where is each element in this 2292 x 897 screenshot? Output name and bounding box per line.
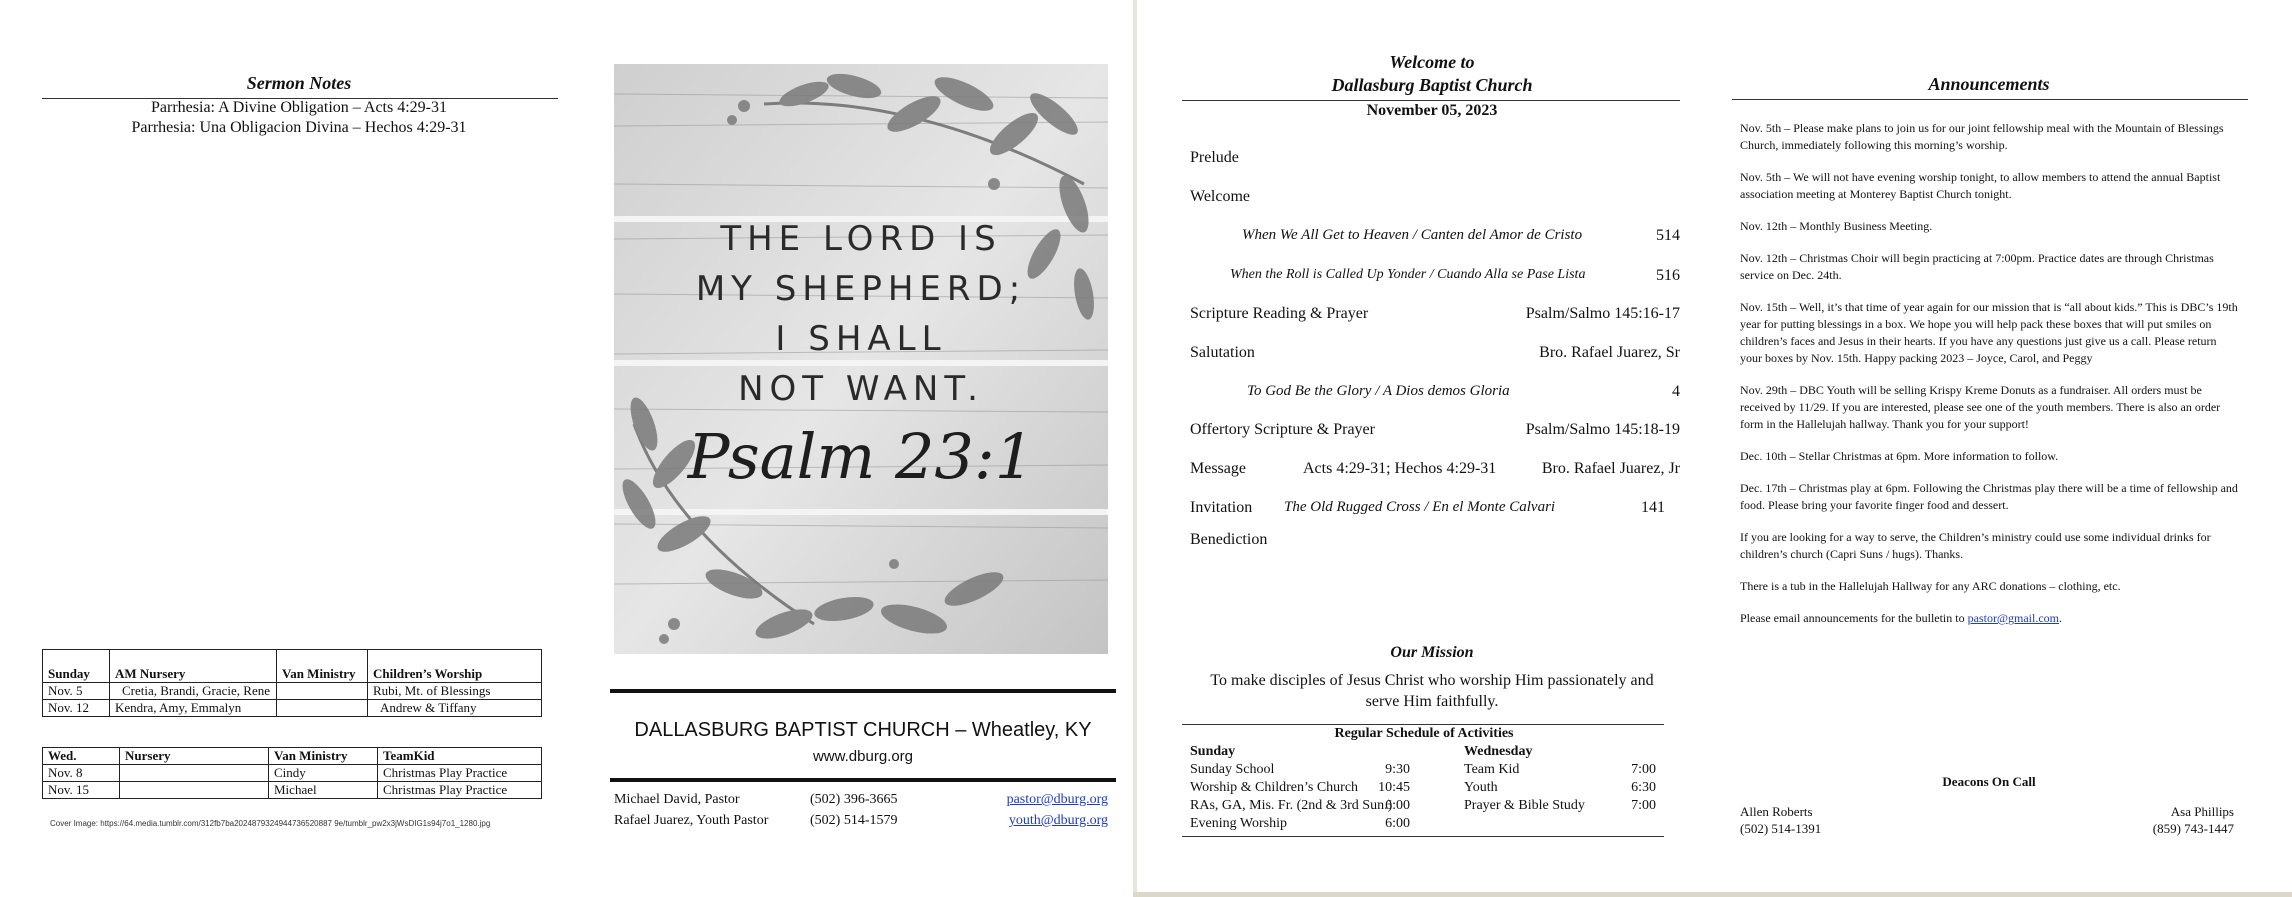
youth-email-link[interactable]: youth@dburg.org: [1008, 813, 1108, 828]
activity-time: 7:00: [1631, 798, 1656, 813]
announcement-item: Nov. 29th – DBC Youth will be selling Krispy Kreme Donuts as a fundraiser. All orders must be received by 11/29. If you are interested, please see one of the youth members. There is also an order form in the Hallelujah hallway. Thank you for your support!: [1740, 383, 2221, 431]
announcement-item: Nov. 5th – Please make plans to join us for our joint fellowship meal with the Mountain of Blessings Church, immediately following this morning’s worship.: [1740, 121, 2224, 152]
sunday-schedule: [1190, 744, 1410, 834]
schedule-rule-bottom: [1182, 836, 1664, 837]
message-speaker: Bro. Rafael Juarez, Jr: [1541, 460, 1680, 477]
staff-name: Rafael Juarez, Youth Pastor: [614, 813, 769, 828]
table-cell: Kendra, Amy, Emmalyn: [110, 700, 277, 717]
message-reference: Acts 4:29-31; Hechos 4:29-31: [1303, 460, 1497, 477]
order-offertory: [1190, 421, 1680, 439]
announcement-item: Dec. 17th – Christmas play at 6pm. Following the Christmas play there will be a time of fellowship and food. Please bring your favorite finger food and dessert.: [1740, 481, 2238, 512]
hymn-number: 141: [1641, 499, 1665, 516]
wednesday-schedule: [1464, 744, 1656, 816]
announcement-item: If you are looking for a way to serve, the Children’s ministry could use some individual drinks for children’s church (Capri Suns / hugs). Thanks.: [1740, 530, 2211, 561]
order-salutation: [1190, 344, 1680, 362]
cover-line: NOT WANT.: [738, 369, 984, 409]
schedule-item: [1190, 780, 1410, 798]
deacon-name: Allen Roberts: [1740, 804, 1813, 819]
activity-name: Evening Worship: [1190, 816, 1287, 831]
table-cell: Cindy: [269, 765, 378, 782]
table-cell: Nov. 12: [43, 700, 110, 717]
hymn-title: When the Roll is Called Up Yonder / Cuando Alla se Pase Lista: [1230, 267, 1586, 282]
schedule-item: [1464, 798, 1656, 816]
schedule-item: [1464, 762, 1656, 780]
announcement-item: Nov. 12th – Monthly Business Meeting.: [1740, 219, 1933, 233]
announcement-item: Please email announcements for the bulletin to pastor@gmail.com.: [1740, 611, 2062, 625]
order-label: Scripture Reading & Prayer: [1190, 305, 1369, 322]
hymn-number: 516: [1656, 267, 1680, 284]
schedule-title: Regular Schedule of Activities: [1334, 726, 1514, 741]
table-row: [43, 650, 542, 683]
table-cell: [120, 782, 269, 799]
schedule-item: [1190, 762, 1410, 780]
table-header: Wed.: [43, 748, 120, 765]
table-cell: Andrew & Tiffany: [368, 700, 542, 717]
order-label: Message: [1190, 460, 1246, 477]
activity-time: 7:00: [1631, 762, 1656, 777]
activity-name: RAs, GA, Mis. Fr. (2nd & 3rd Sun.): [1190, 798, 1393, 813]
hymn-title: To God Be the Glory / A Dios demos Gloria: [1247, 383, 1510, 399]
schedule-day-label: Sunday: [1190, 744, 1236, 759]
activity-name: Youth: [1464, 780, 1498, 795]
deacon-phone: (859) 743-1447: [2152, 821, 2234, 836]
table-cell: Christmas Play Practice: [378, 782, 542, 799]
announcement-item: There is a tub in the Hallelujah Hallway for any ARC donations – clothing, etc.: [1740, 579, 2121, 593]
wednesday-volunteer-table: [42, 747, 542, 799]
cover-psalm-reference: Psalm 23:1: [687, 420, 1035, 493]
schedule-item: [1190, 816, 1410, 834]
announcements-rule: [1732, 99, 2248, 100]
table-header: Children’s Worship: [368, 650, 542, 683]
scripture-reference: Psalm/Salmo 145:16-17: [1525, 305, 1680, 322]
hymn-number: 4: [1672, 383, 1680, 400]
salutation-speaker: Bro. Rafael Juarez, Sr: [1539, 344, 1680, 361]
staff-name: Michael David, Pastor: [614, 792, 740, 807]
email-instruction: Please email announcements for the bulletin to: [1740, 611, 1965, 625]
order-welcome: Welcome: [1190, 188, 1251, 205]
table-cell: Rubi, Mt. of Blessings: [368, 683, 542, 700]
activity-name: Worship & Children’s Church: [1190, 780, 1359, 795]
activity-time: 10:45: [1378, 780, 1410, 795]
mission-statement: To make disciples of Jesus Christ who worship Him passionately and serve Him faithfully.: [1210, 672, 1654, 710]
mission-title: Our Mission: [1390, 644, 1474, 661]
table-row: [43, 765, 542, 782]
divider-bar: [610, 689, 1116, 693]
table-row: [43, 683, 542, 700]
schedule-item: [1464, 780, 1656, 798]
table-header: Nursery: [120, 748, 269, 765]
staff-phone: (502) 396-3665: [810, 792, 898, 807]
cover-line: THE LORD IS: [720, 219, 1002, 259]
welcome-heading-line1: Welcome to: [1389, 52, 1475, 72]
page-fold-shadow: [1133, 0, 1137, 897]
table-row: [43, 748, 542, 765]
order-label: Invitation: [1190, 499, 1253, 516]
deacon-phone: (502) 514-1391: [1740, 821, 1822, 836]
page-bottom-shadow: [1133, 892, 2292, 897]
announcement-item: Nov. 15th – Well, it’s that time of year again for our mission that is “all about kids.” This is DBC’s 19th year for putting blessings in a box. We hope you will help pack these boxes that will put smiles on children’s faces and Jesus in their hearts. If you have any questions just give us a call. Please return your boxes by Nov. 15th. Happy packing 2023 – Joyce, Carol, and Peggy: [1740, 300, 2238, 365]
announcements-list: [1740, 120, 2240, 642]
welcome-rule: [1182, 100, 1680, 101]
activity-name: Sunday School: [1190, 762, 1275, 777]
hymn-number: 514: [1656, 227, 1680, 244]
schedule-item: [1190, 798, 1410, 816]
table-row: [43, 700, 542, 717]
deacon-name: Asa Phillips: [2170, 804, 2234, 819]
deacon-contact: [2153, 803, 2234, 837]
cover-verse-text: [614, 214, 1108, 414]
cover-image-credit: Cover Image: https://64.media.tumblr.com/312fb7ba2024879324944736520887 9e/tumblr_pw2x3jWsDIG1s94j7o1_1280.jpg: [50, 819, 491, 828]
pastor-email-link[interactable]: pastor@dburg.org: [1006, 792, 1108, 807]
sermon-notes-title: Sermon Notes: [246, 73, 352, 93]
activity-name: Prayer & Bible Study: [1464, 798, 1585, 813]
order-invitation: [1190, 499, 1680, 517]
table-header: Van Ministry: [269, 748, 378, 765]
church-website[interactable]: www.dburg.org: [812, 748, 914, 765]
announcement-item: Nov. 12th – Christmas Choir will begin practicing at 7:00pm. Practice dates are through Christmas service on Dec. 24th.: [1740, 251, 2214, 282]
sunday-volunteer-table: [42, 649, 542, 717]
table-header: Van Ministry: [277, 650, 368, 683]
church-name-location: DALLASBURG BAPTIST CHURCH – Wheatley, KY: [634, 719, 1092, 741]
table-cell: Michael: [269, 782, 378, 799]
activity-time: 6:00: [1385, 798, 1410, 813]
table-cell: [120, 765, 269, 782]
table-cell: Christmas Play Practice: [378, 765, 542, 782]
order-prelude: Prelude: [1190, 149, 1239, 166]
deacon-contact: [1740, 803, 1821, 837]
order-label: Offertory Scripture & Prayer: [1190, 421, 1375, 438]
sermon-title-english: Parrhesia: A Divine Obligation – Acts 4:29-31: [151, 99, 447, 116]
schedule-day-label: Wednesday: [1464, 744, 1533, 759]
activity-time: 6:30: [1631, 780, 1656, 795]
table-cell: [277, 700, 368, 717]
cover-line: MY SHEPHERD;: [695, 269, 1027, 309]
table-header: TeamKid: [378, 748, 542, 765]
deacons-title: Deacons On Call: [1942, 774, 2036, 789]
welcome-heading-line2: Dallasburg Baptist Church: [1331, 75, 1533, 95]
announcements-email-link[interactable]: pastor@gmail.com: [1967, 611, 2059, 625]
service-date: November 05, 2023: [1366, 102, 1498, 119]
cover-image: [614, 64, 1108, 654]
activity-time: 6:00: [1385, 816, 1410, 831]
announcements-title: Announcements: [1928, 74, 2050, 94]
order-message: [1190, 460, 1680, 478]
sermon-title-spanish: Parrhesia: Una Obligacion Divina – Hechos 4:29-31: [131, 119, 467, 136]
order-scripture-reading: [1190, 305, 1680, 323]
staff-phone: (502) 514-1579: [810, 813, 898, 828]
hymn-title: When We All Get to Heaven / Canten del Amor de Cristo: [1242, 227, 1583, 243]
hymn-title: The Old Rugged Cross / En el Monte Calvari: [1284, 499, 1556, 515]
table-header: AM Nursery: [110, 650, 277, 683]
order-label: Salutation: [1190, 344, 1255, 361]
activity-name: Team Kid: [1464, 762, 1520, 777]
table-cell: Cretia, Brandi, Gracie, Rene: [110, 683, 277, 700]
table-cell: Nov. 5: [43, 683, 110, 700]
cover-line: I SHALL: [775, 319, 947, 359]
table-row: [43, 782, 542, 799]
table-cell: [277, 683, 368, 700]
schedule-rule-top: [1182, 724, 1664, 725]
divider-bar: [610, 778, 1116, 782]
announcement-item: Nov. 5th – We will not have evening worship tonight, to allow members to attend the annual Baptist association meeting at Monterey Baptist Church tonight.: [1740, 170, 2221, 201]
order-benediction: Benediction: [1190, 531, 1268, 548]
offertory-reference: Psalm/Salmo 145:18-19: [1525, 421, 1680, 438]
table-header: Sunday: [43, 650, 110, 683]
table-cell: Nov. 15: [43, 782, 120, 799]
activity-time: 9:30: [1385, 762, 1410, 777]
announcement-item: Dec. 10th – Stellar Christmas at 6pm. More information to follow.: [1740, 449, 2059, 463]
table-cell: Nov. 8: [43, 765, 120, 782]
